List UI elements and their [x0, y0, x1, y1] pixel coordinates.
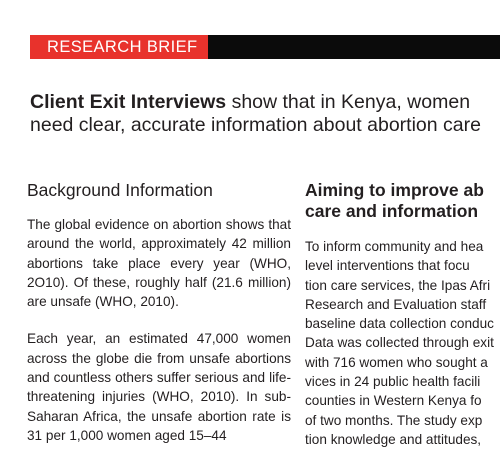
text-line: counties in Western Kenya fo [305, 393, 482, 409]
right-column [305, 180, 500, 449]
aiming-heading-line: care and information [305, 201, 479, 221]
text-line: vices in 24 public health facili [305, 374, 481, 390]
left-column [27, 180, 291, 445]
text-line: with 716 women who sought a [305, 354, 488, 370]
headline-rest: show that in Kenya, women need clear, accurate information about abortion care [30, 91, 481, 136]
text-line: tion care services, the Ipas Afri [305, 277, 491, 293]
background-paragraph: Each year, an estimated 47,000 women across the globe die from unsafe abortions and countless others suffer serious and life-threatening injuries (WHO, 2010). In sub-Saharan Africa, the unsafe abortion rate is 31 per 1,000 women aged 15–44 [27, 331, 291, 443]
text-line: To inform community and hea [305, 239, 484, 254]
header-banner [30, 35, 500, 59]
text-line: baseline data collection conduc [305, 316, 494, 332]
text-line: tion knowledge and attitudes, [305, 431, 482, 447]
text-line: Research and Evaluation staff [305, 296, 487, 312]
headline-lead: Client Exit Interviews [30, 91, 227, 113]
aiming-heading-line: Aiming to improve ab [305, 180, 484, 200]
text-line: Data was collected through exit [305, 335, 494, 351]
background-heading: Background Information [27, 180, 213, 200]
aiming-heading [305, 180, 500, 222]
page-headline [30, 91, 498, 137]
research-brief-label: RESEARCH BRIEF [30, 35, 208, 59]
text-line: of two months. The study exp [305, 412, 483, 428]
background-paragraph: The global evidence on abortion shows that around the world, approximately 42 million abortions take place every year (WHO, 2O10). Of these, roughly half (21.6 million) are unsafe (WHO, 2010). [27, 217, 291, 310]
aiming-paragraph [305, 237, 500, 449]
text-line: level interventions that focu [305, 258, 470, 274]
